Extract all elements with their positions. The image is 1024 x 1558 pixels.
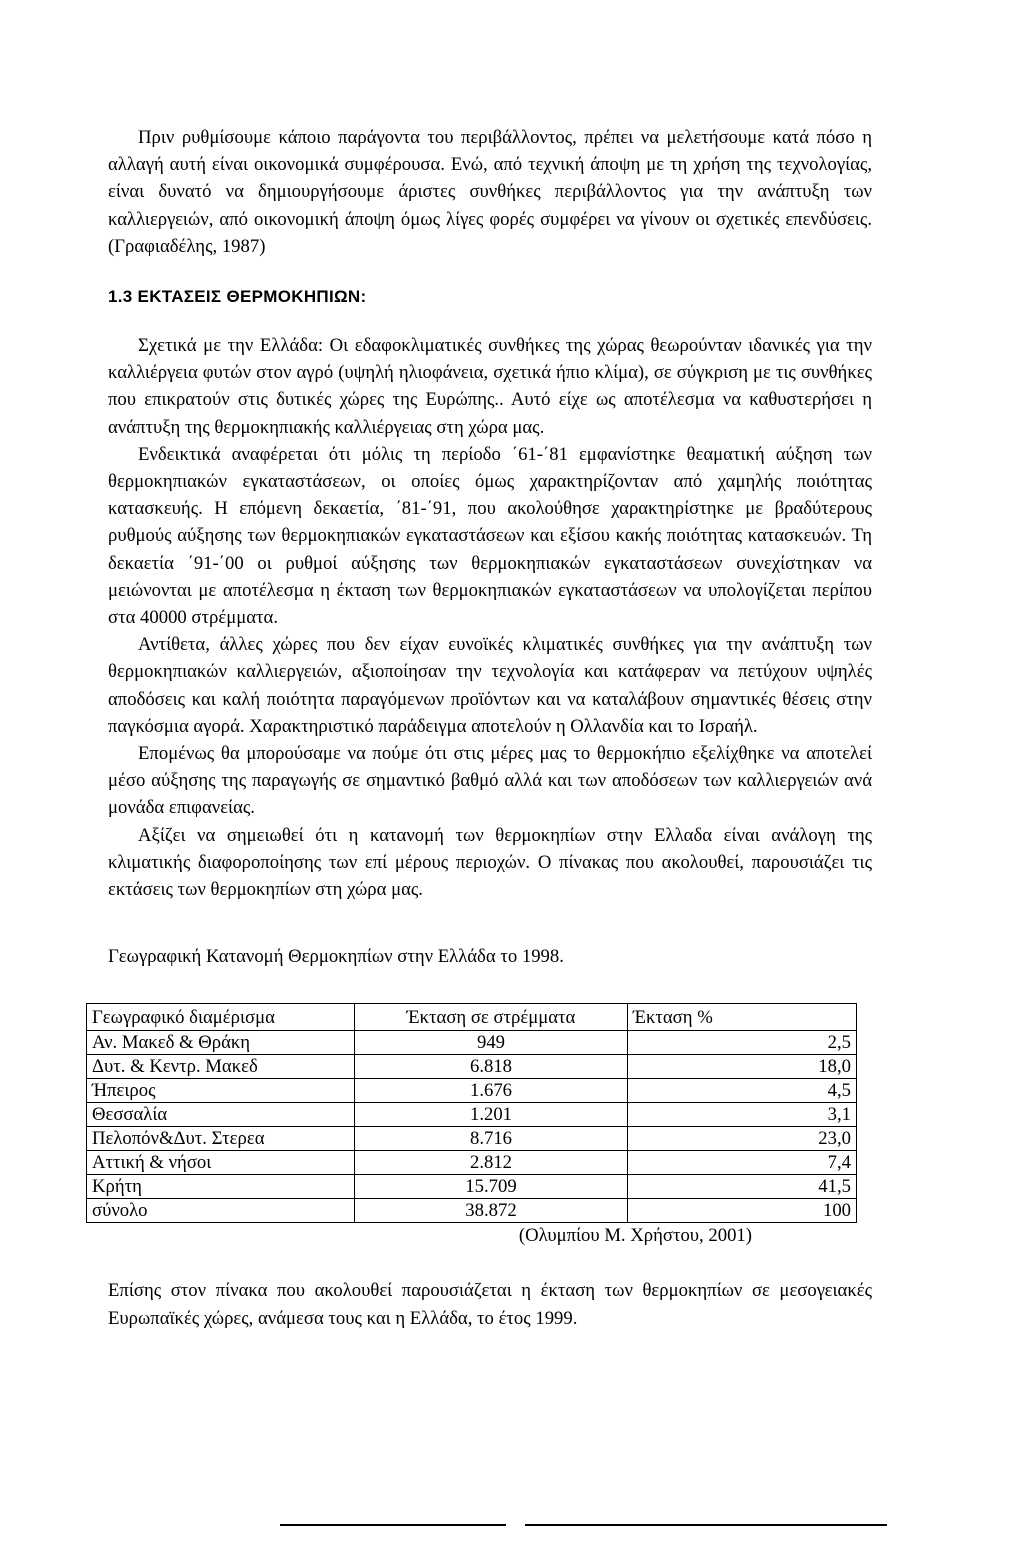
section-paragraph-2: Ενδεικτικά αναφέρεται ότι μόλις τη περίοδο ΄61-΄81 εμφανίστηκε θεαματική αύξηση των θερμοκηπιακών εγκαταστάσεων, οι οποίες όμως χαρακτηρίζονταν από χαμηλής ποιότητας κατασκευής. Η επόμενη δεκαετία, ΄81-΄91, που ακολούθησε χαρακτηρίστηκε με βραδύτερους ρυθμούς αύξησης των θερμοκηπιακών εγκαταστάσεων και εξίσου κακής ποιότητας κατασκευών. Τη δεκαετία ΄91-΄00 οι ρυθμοί αύξησης των θερμοκηπιακών εγκαταστάσεων συνεχίστηκαν να μειώνονται με αποτέλεσμα η έκταση των θερμοκηπιακών εγκαταστάσεων να υπολογίζεται περίπου στα 40000 στρέμματα. [108,443,872,629]
percent-cell: 23,0 [628,1127,857,1151]
region-cell: Ήπειρος [87,1079,355,1103]
section-paragraph-1: Σχετικά με την Ελλάδα: Οι εδαφοκλιματικές συνθήκες της χώρας θεωρούνταν ιδανικές για την καλλιέργεια φυτών στον αγρό (υψηλή ηλιοφάνεια, σχετικά ήπιο κλίμα), σε σύγκριση με τις συνθήκες που επικρατούν στις δυτικές χώρες της Ευρώπης.. Αυτό είχε ως αποτέλεσμα να καθυστερήσει η ανάπτυξη της θερμοκηπιακής καλλιέργειας στη χώρα μας. [108,335,872,438]
percent-cell: 41,5 [628,1175,857,1199]
header-cell-area: Έκταση σε στρέμματα [355,1004,628,1031]
table-total-row [87,1199,857,1223]
region-cell: σύνολο [87,1199,355,1223]
table-row [87,1103,857,1127]
area-cell: 6.818 [355,1055,628,1079]
percent-cell: 4,5 [628,1079,857,1103]
percent-cell: 100 [628,1199,857,1223]
area-cell: 8.716 [355,1127,628,1151]
area-cell: 1.201 [355,1103,628,1127]
area-cell: 1.676 [355,1079,628,1103]
section-body [108,332,872,903]
table-row [87,1127,857,1151]
region-cell: Θεσσαλία [87,1103,355,1127]
table-caption: Γεωγραφική Κατανομή Θερμοκηπίων στην Ελλάδα το 1998. [108,946,564,968]
region-cell: Αν. Μακεδ & Θράκη [87,1031,355,1055]
area-cell: 15.709 [355,1175,628,1199]
area-cell: 2.812 [355,1151,628,1175]
section-paragraph-3: Αντίθετα, άλλες χώρες που δεν είχαν ευνοϊκές κλιματικές συνθήκες για την ανάπτυξη των θερμοκηπιακών καλλιεργειών, αξιοποίησαν την τεχνολογία και κατάφεραν να πετύχουν υψηλές αποδόσεις και καλή ποιότητα παραγόμενων προϊόντων και να καταλάβουν σημαντικές θέσεις στην παγκόσμια αγορά. Χαρακτηριστικό παράδειγμα αποτελούν η Ολλανδία και το Ισραήλ. [108,634,872,737]
header-cell-region: Γεωγραφικό διαμέρισμα [87,1004,355,1031]
table-row [87,1055,857,1079]
closing-paragraph: Επίσης στον πίνακα που ακολουθεί παρουσιάζεται η έκταση των θερμοκηπίων σε μεσογειακές Ευρωπαϊκές χώρες, ανάμεσα τους και η Ελλάδα, το έτος 1999. [108,1280,872,1329]
region-cell: Πελοπόν&Δυτ. Στερεα [87,1127,355,1151]
greenhouse-area-table [86,1003,857,1223]
table-row [87,1175,857,1199]
header-cell-percent: Έκταση % [628,1004,857,1031]
percent-cell: 18,0 [628,1055,857,1079]
section-paragraph-5: Αξίζει να σημειωθεί ότι η κατανομή των θερμοκηπίων στην Ελλαδα είναι ανάλογη της κλιματικής διαφοροποίησης των επί μέρους περιοχών. Ο πίνακας που ακολουθεί, παρουσιάζει τις εκτάσεις των θερμοκηπίων στη χώρα μας. [108,824,872,901]
table-row [87,1079,857,1103]
region-cell: Αττική & νήσοι [87,1151,355,1175]
area-cell: 38.872 [355,1199,628,1223]
percent-cell: 3,1 [628,1103,857,1127]
percent-cell: 7,4 [628,1151,857,1175]
table-row [87,1031,857,1055]
table-header-row [87,1004,857,1031]
footer-rule-left [280,1524,506,1526]
table-source: (Ολυμπίου Μ. Χρήστου, 2001) [518,1225,752,1247]
footer-rule-right [525,1524,887,1526]
document-page [92,124,872,1332]
section-paragraph-4: Επομένως θα μπορούσαμε να πούμε ότι στις μέρες μας το θερμοκήπιο εξελίχθηκε να αποτελεί μέσο αύξησης της παραγωγής σε σημαντικό βαθμό αλλά και των αποδόσεων των καλλιεργειών ανά μονάδα επιφανείας. [108,743,872,819]
table-row [87,1151,857,1175]
section-heading: 1.3 ΕΚΤΑΣΕΙΣ ΘΕΡΜΟΚΗΠΙΩΝ: [108,287,367,307]
region-cell: Δυτ. & Κεντρ. Μακεδ [87,1055,355,1079]
area-cell: 949 [355,1031,628,1055]
percent-cell: 2,5 [628,1031,857,1055]
intro-paragraph: Πριν ρυθμίσουμε κάποιο παράγοντα του περιβάλλοντος, πρέπει να μελετήσουμε κατά πόσο η αλλαγή αυτή είναι οικονομικά συμφέρουσα. Ενώ, από τεχνική άποψη με τη χρήση της τεχνολογίας, είναι δυνατό να δημιουργήσουμε άριστες συνθήκες περιβάλλοντος για την ανάπτυξη των καλλιεργειών, από οικονομική άποψη όμως λίγες φορές συμφέρει να γίνουν οι σχετικές επενδύσεις. (Γραφιαδέλης, 1987) [108,127,872,257]
region-cell: Κρήτη [87,1175,355,1199]
